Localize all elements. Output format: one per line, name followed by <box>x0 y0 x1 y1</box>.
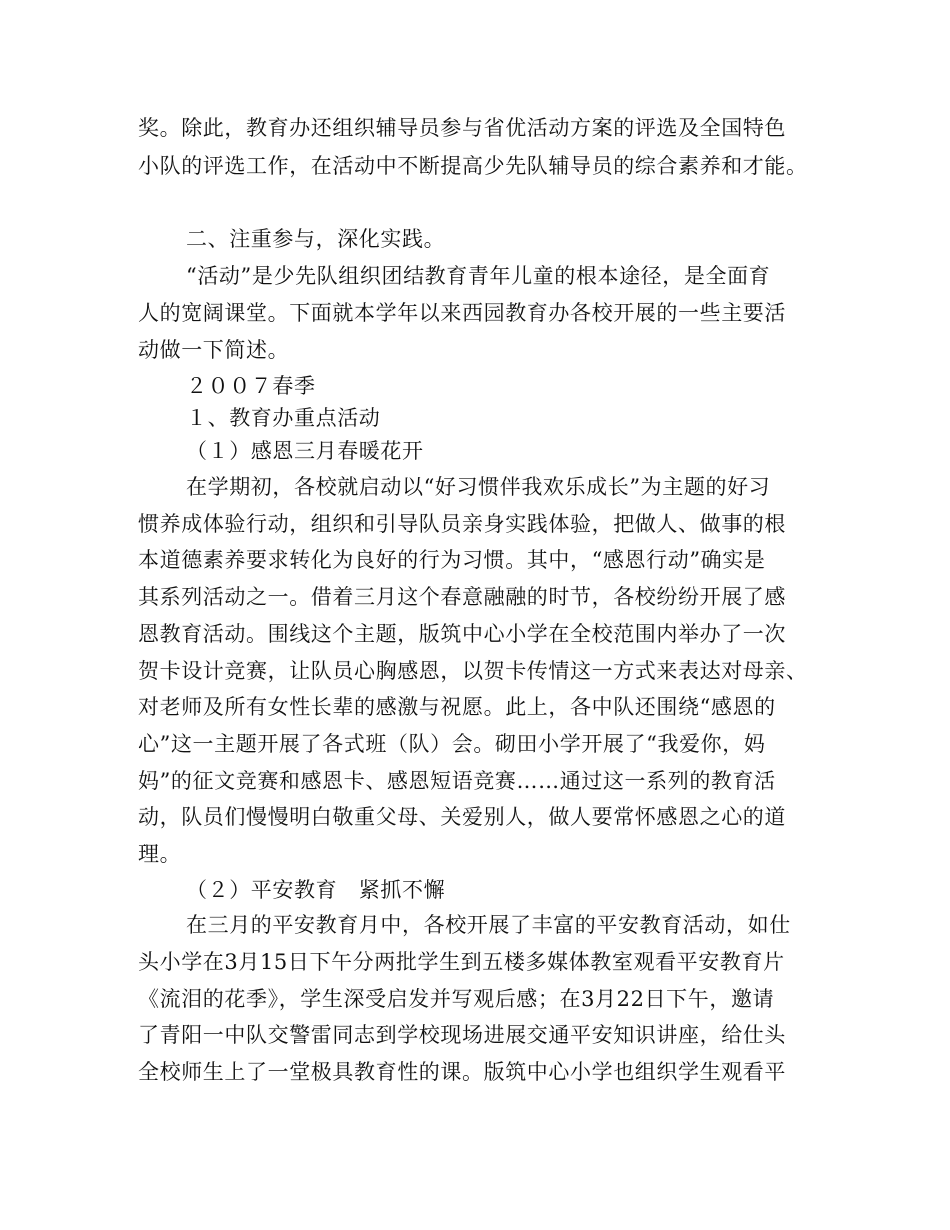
subsection-heading: （２）平安教育 紧抓不懈 <box>186 878 446 902</box>
body-text-line: 人的宽阔课堂。下面就本学年以来西园教育办各校开展的一些主要活 <box>138 301 786 325</box>
body-text-line: 对老师及所有女性长辈的感激与祝愿。此上，各中队还围绕“感恩的 <box>138 695 776 719</box>
body-text-line: 小队的评选工作，在活动中不断提高少先队辅导员的综合素养和才能。 <box>138 154 808 178</box>
subsection-heading: （１）感恩三月春暖花开 <box>186 439 424 463</box>
subsection-heading: ２００７春季 <box>186 374 316 398</box>
body-text-line: 动，队员们慢慢明白敬重父母、关爱别人，做人要常怀感恩之心的道 <box>138 805 786 829</box>
body-text-line: 心”这一主题开展了各式班（队）会。砌田小学开展了“我爱你，妈 <box>138 732 766 756</box>
body-text-line: 奖。除此，教育办还组织辅导员参与省优活动方案的评选及全国特色 <box>138 116 786 140</box>
body-text-line: 头小学在3月15日下午分两批学生到五楼多媒体教室观看平安教育片 <box>138 950 785 974</box>
body-text-line: 其系列活动之一。借着三月这个春意融融的时节，各校纷纷开展了感 <box>138 585 786 609</box>
body-text-line: 在三月的平安教育月中，各校开展了丰富的平安教育活动，如仕 <box>186 913 791 937</box>
body-text-line: 全校师生上了一堂极具教育性的课。版筑中心小学也组织学生观看平 <box>138 1060 786 1084</box>
section-heading: 二、注重参与，深化实践。 <box>186 227 446 251</box>
body-text-line: 贺卡设计竞赛，让队员心胸感恩，以贺卡传情这一方式来表达对母亲、 <box>138 659 808 683</box>
body-text-line: 惯养成体验行动，组织和引导队员亲身实践体验，把做人、做事的根 <box>138 512 786 536</box>
body-text-line: 在学期初，各校就启动以“好习惯伴我欢乐成长”为主题的好习 <box>186 475 771 499</box>
body-text-line: 本道德素养要求转化为良好的行为习惯。其中，“感恩行动”确实是 <box>138 548 766 572</box>
body-text-line: “活动”是少先队组织团结教育青年儿童的根本途径，是全面育 <box>186 264 771 288</box>
subsection-heading: １、教育办重点活动 <box>186 406 381 430</box>
body-text-line: 妈”的征文竞赛和感恩卡、感恩短语竞赛……通过这一系列的教育活 <box>138 769 776 793</box>
body-text-line: 理。 <box>138 842 182 866</box>
body-text-line: 动做一下简述。 <box>138 338 290 362</box>
body-text-line: 了青阳一中队交警雷同志到学校现场进展交通平安知识讲座，给仕头 <box>138 1023 786 1047</box>
body-text-line: 《流泪的花季》，学生深受启发并写观后感；在3月22日下午，邀请 <box>138 987 775 1011</box>
body-text-line: 恩教育活动。围线这个主题，版筑中心小学在全校范围内举办了一次 <box>138 622 786 646</box>
